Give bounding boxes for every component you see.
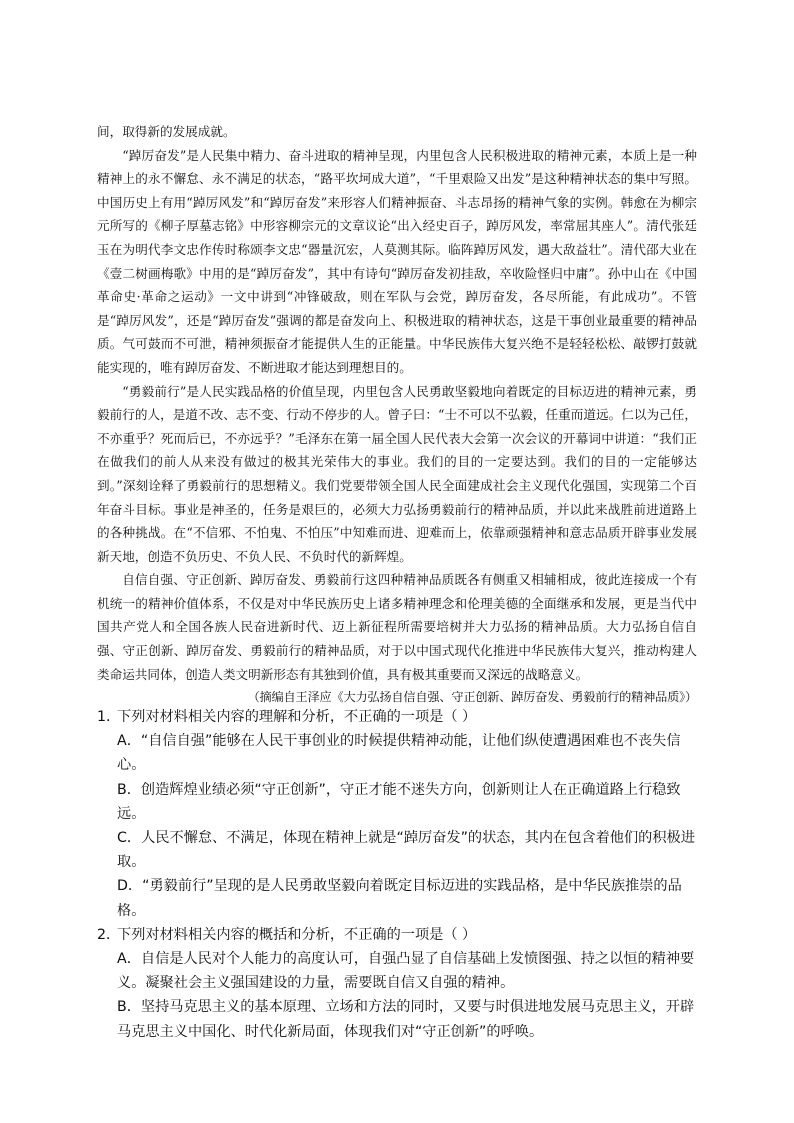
question-1 — [97, 705, 697, 923]
question-2 — [97, 923, 697, 1044]
reading-passage — [97, 120, 697, 710]
option-c[interactable]: C．人民不懈怠、不满足，体现在精神上就是“踔厉奋发”的状态，其内在包含着他们的积极进取。 — [117, 830, 695, 871]
question-stem — [97, 705, 697, 729]
option-b[interactable]: B．坚持马克思主义的基本原理、立场和方法的同时，又要与时俱进地发展马克思主义，开辟马克思主义中国化、时代化新局面，体现我们对“守正创新”的呼唤。 — [117, 999, 695, 1040]
passage-paragraph-0: 间，取得新的发展成就。 — [97, 124, 236, 139]
question-number: 2． — [97, 926, 121, 943]
option-b[interactable]: B．创造辉煌业绩必须“守正创新”，守正才能不迷失方向，创新则让人在正确道路上行稳致远。 — [117, 781, 681, 822]
question-stem — [97, 923, 697, 947]
option-d[interactable]: D．“勇毅前行”呈现的是人民勇敢坚毅向着既定目标迈进的实践品格，是中华民族推崇的品格。 — [117, 878, 682, 919]
question-number: 1． — [97, 709, 121, 725]
option-a[interactable]: A．自信是人民对个人能力的高度认可，自强凸显了自信基础上发愤图强、持之以恒的精神要义。凝聚社会主义强国建设的力量，需要既自信又自强的精神。 — [117, 951, 695, 992]
question-text: 下列对材料相关内容的理解和分析，不正确的一项是（ ） — [117, 709, 477, 725]
passage-paragraph-2: “勇毅前行”是人民实践品格的价值呈现，内里包含人民勇敢坚毅地向着既定的目标迈进的精神元素，勇毅前行的人，是道不改、志不变、行动不停步的人。曾子曰：“士不可以不弘毅，任重而道远。仁以为己任，不亦重乎？死而后已，不亦远乎？”毛泽东在第一届全国人民代表大会第一次会议的开幕词中讲道：“我们正在做我们的前人从来没有做过的极其光荣伟大的事业。我们的目的一定要达到。我们的目的一定能够达到。”深刻诠释了勇毅前行的思想精义。我们党要带领全国人民全面建成社会主义现代化强国，实现第二个百年奋斗目标。事业是神圣的，任务是艰巨的，必须大力弘扬勇毅前行的精神品质，并以此来战胜前进道路上的各种挑战。在“不信邪、不怕鬼、不怕压”中知难而进、迎难而上，依靠顽强精神和意志品质开辟事业发展新天地，创造不负历史、不负人民、不负时代的新辉煌。 — [97, 383, 697, 564]
passage-paragraph-1: “踔厉奋发”是人民集中精力、奋斗进取的精神呈现，内里包含人民积极进取的精神元素，本质上是一种精神上的永不懈怠、永不满足的状态，“路平坎坷成大道”，“千里艰险又出发”是这种精神状态的集中写照。中国历史上有用“踔厉风发”和“踔厉奋发”来形容人们精神振奋、斗志昂扬的精神气象的实例。韩愈在为柳宗元所写的《柳子厚墓志铭》中形容柳宗元的文章议论“出入经史百子，踔厉风发，率常屈其座人”。清代张廷玉在为明代李文忠作传时称颂李文忠“器量沉宏，人莫测其际。临阵踔厉风发，遇大敌益壮”。清代邵大业在《壹二树画梅歌》中用的是“踔厉奋发”，其中有诗句“踔厉奋发初挂敌，卒收险怪归中庸”。孙中山在《中国革命史·革命之运动》一文中讲到“冲锋破敌，则在军队与会党，踔厉奋发，各尽所能，有此成功”。不管是“踔厉风发”，还是“踔厉奋发”强调的都是奋发向上、积极进取的精神状态，这是干事创业最重要的精神品质。气可鼓而不可泄，精神须振奋才能提供人生的正能量。中华民族伟大复兴绝不是轻轻松松、敲锣打鼓就能实现的，唯有踔厉奋发、不断进取才能达到理想目的。 — [97, 147, 697, 375]
option-a[interactable]: A．“自信自强”能够在人民干事创业的时候提供精神动能，让他们纵使遭遇困难也不丧失信心。 — [117, 733, 681, 774]
question-text: 下列对材料相关内容的概括和分析，不正确的一项是（ ） — [117, 926, 477, 943]
passage-source: （摘编自王泽应《大力弘扬自信自强、守正创新、踔厉奋发、勇毅前行的精神品质》） — [247, 690, 697, 705]
question-list — [97, 705, 697, 1044]
passage-paragraph-3: 自信自强、守正创新、踔厉奋发、勇毅前行这四种精神品质既各有侧重又相辅相成，彼此连接成一个有机统一的精神价值体系，不仅是对中华民族历史上诸多精神理念和伦理美德的全面继承和发展，更是当代中国共产党人和全国各族人民奋进新时代、迈上新征程所需要培树并大力弘扬的精神品质。大力弘扬自信自强、守正创新、踔厉奋发、勇毅前行的精神品质，对于以中国式现代化推进中华民族伟大复兴，推动构建人类命运共同体，创造人类文明新形态有其独到价值，具有极其重要而又深远的战略意义。 — [97, 572, 697, 682]
